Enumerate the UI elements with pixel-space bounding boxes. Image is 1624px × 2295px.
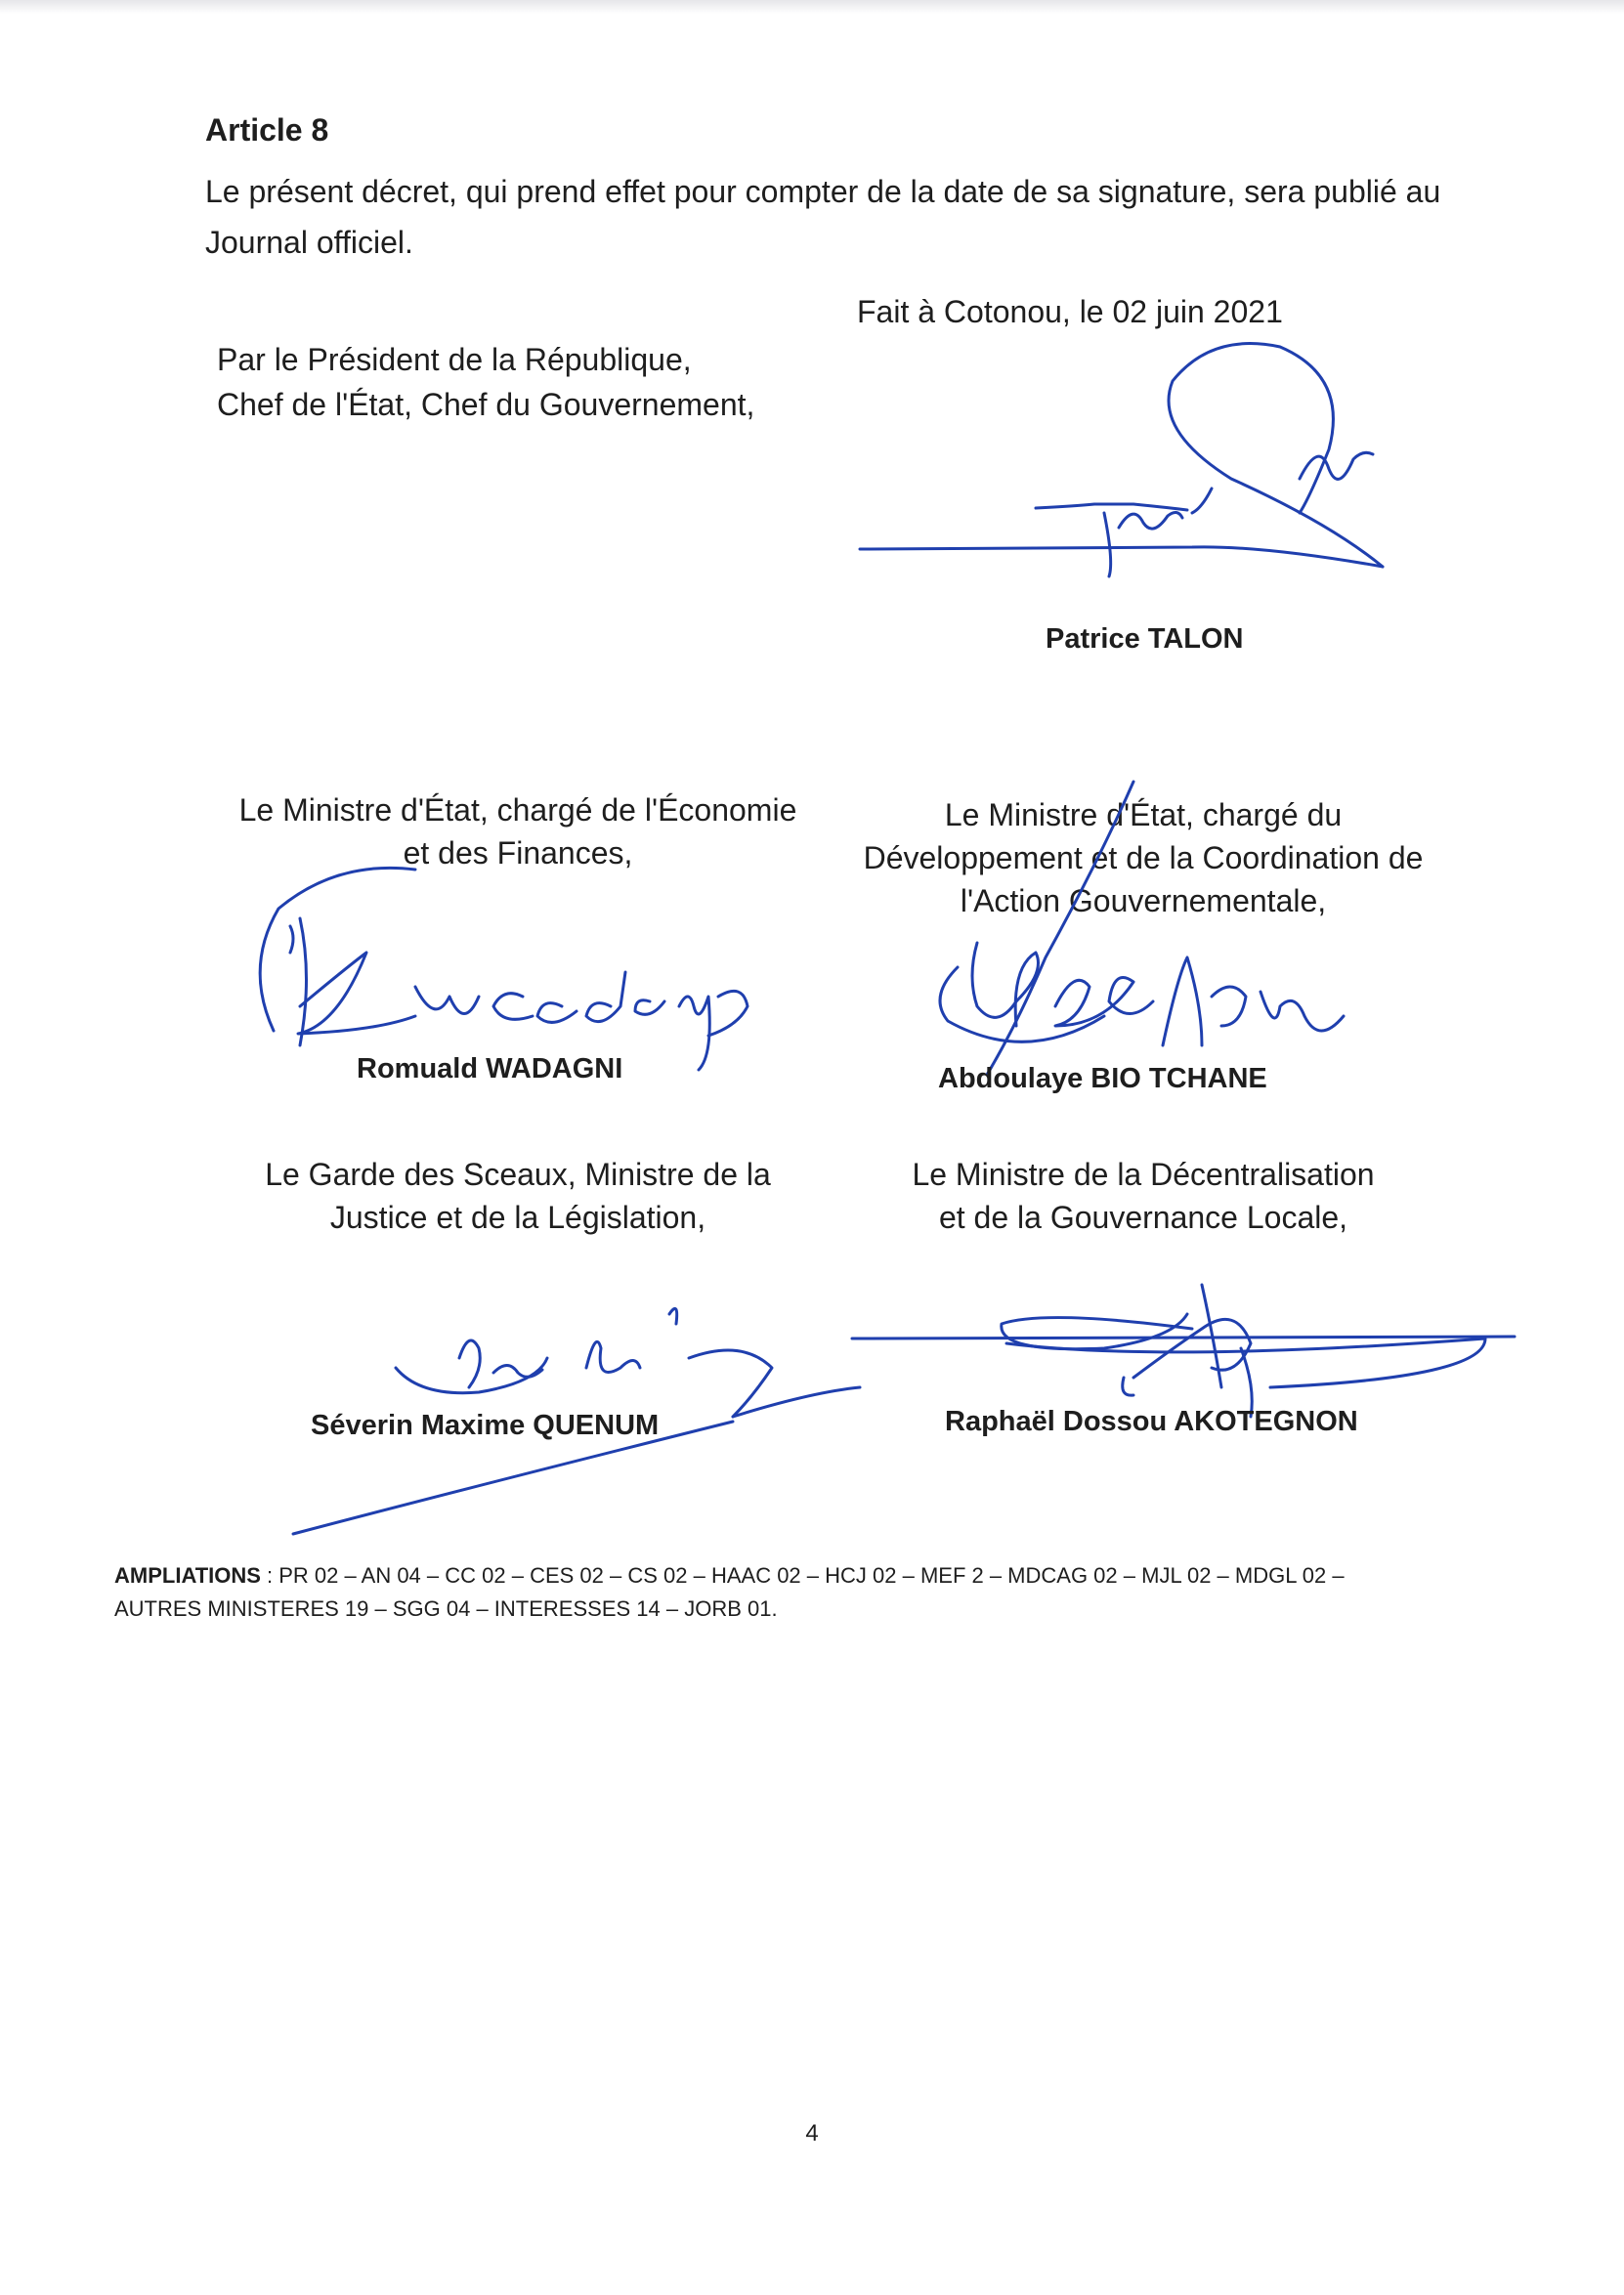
minister-3-title bbox=[186, 1153, 850, 1239]
president-signature bbox=[840, 322, 1388, 586]
minister-3-title-line-2: Justice et de la Législation, bbox=[329, 1200, 706, 1235]
minister-4-title bbox=[811, 1153, 1475, 1239]
article-heading: Article 8 bbox=[205, 112, 329, 148]
place-date: Fait à Cotonou, le 02 juin 2021 bbox=[857, 294, 1283, 329]
minister-2-title-line-2: Développement et de la Coordination de bbox=[863, 840, 1424, 875]
minister-2-title-line-1: Le Ministre d'État, chargé du bbox=[944, 797, 1343, 832]
president-title-line-2: Chef de l'État, Chef du Gouvernement, bbox=[217, 387, 755, 422]
minister-1-title-line-1: Le Ministre d'État, chargé de l'Économie bbox=[238, 792, 797, 828]
minister-1-signature bbox=[239, 860, 748, 1055]
minister-2-signature bbox=[909, 782, 1368, 1104]
president-name: Patrice TALON bbox=[1046, 623, 1244, 655]
minister-1-name: Romuald WADAGNI bbox=[357, 1053, 623, 1084]
minister-1-title-line-2: et des Finances, bbox=[403, 835, 633, 871]
minister-4-signature bbox=[850, 1270, 1524, 1426]
article-line-1: Le présent décret, qui prend effet pour compter de la date de sa signature, sera publié au bbox=[205, 174, 1441, 209]
minister-4-title-line-1: Le Ministre de la Décentralisation bbox=[912, 1157, 1375, 1192]
minister-2-name: Abdoulaye BIO TCHANE bbox=[938, 1063, 1267, 1094]
minister-3-title-line-1: Le Garde des Sceaux, Ministre de la bbox=[265, 1157, 771, 1192]
minister-4-name: Raphaël Dossou AKOTEGNON bbox=[945, 1406, 1358, 1437]
article-line-2: Journal officiel. bbox=[205, 225, 413, 260]
ampliations bbox=[114, 1559, 1541, 1626]
page-number: 4 bbox=[805, 2120, 819, 2146]
minister-3-name: Séverin Maxime QUENUM bbox=[311, 1410, 660, 1441]
ampliations-list-1: : PR 02 – AN 04 – CC 02 – CES 02 – CS 02 – HAAC 02 – HCJ 02 – MEF 2 – MDCAG 02 – MJL 02 – MDGL 02 – bbox=[260, 1563, 1345, 1588]
scan-edge-shading bbox=[0, 0, 1624, 14]
ampliations-line-1 bbox=[114, 1559, 1541, 1593]
minister-2-title-line-3: l'Action Gouvernementale, bbox=[960, 883, 1327, 918]
president-title-line-1: Par le Président de la République, bbox=[217, 342, 692, 377]
ampliations-label: AMPLIATIONS bbox=[114, 1563, 261, 1588]
president-title bbox=[217, 337, 754, 427]
ampliations-list-2: AUTRES MINISTERES 19 – SGG 04 – INTERESSES 14 – JORB 01. bbox=[114, 1596, 778, 1621]
minister-4-title-line-2: et de la Gouvernance Locale, bbox=[938, 1200, 1348, 1235]
